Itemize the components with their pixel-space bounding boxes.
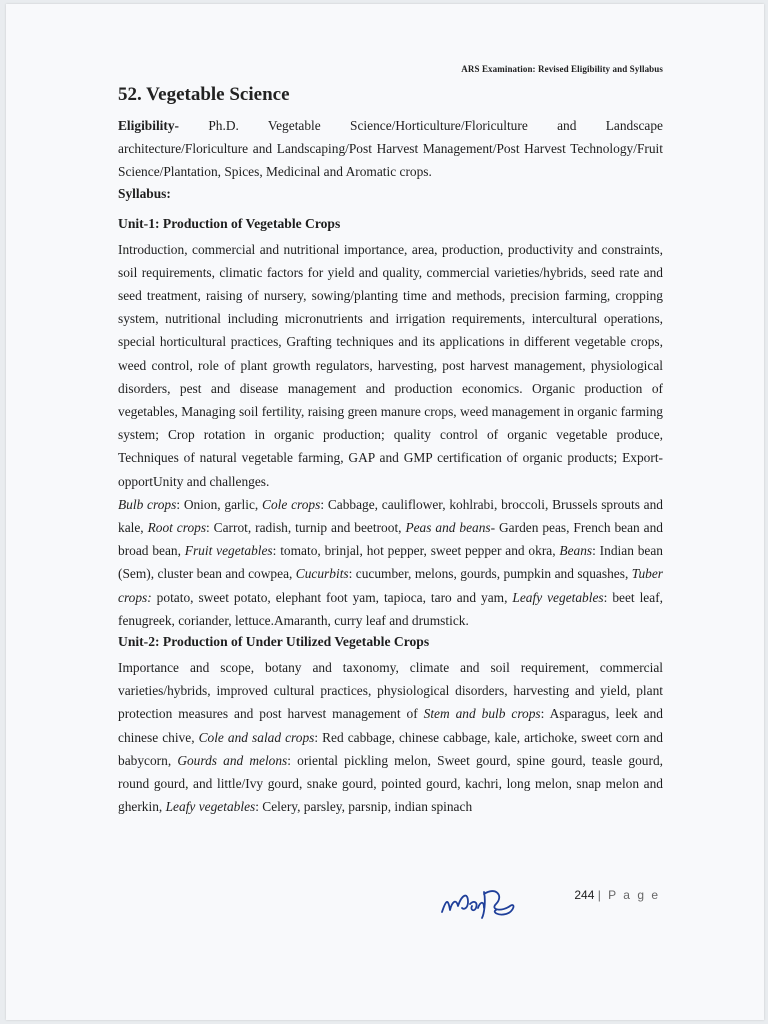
cucurbits-label: Cucurbits	[295, 566, 349, 582]
peas-beans-text: - Garden peas, French bean and broad bean,	[118, 520, 663, 559]
tuber-crops-text: potato, sweet potato, elephant foot yam, tapioca, taro and yam,	[151, 589, 513, 605]
cole-salad-label: Cole and salad crops	[198, 729, 315, 745]
cole-crops-label: Cole crops	[262, 496, 321, 512]
bulb-crops-text: : Onion, garlic,	[176, 496, 263, 512]
unit2-text-4: : oriental pickling melon, Sweet gourd, spine gourd, teasle gourd, round gourd, and little/Ivy gourd, snake gourd, pointed gourd, kachri, long melon, snap melon and gherkin,	[118, 752, 663, 815]
unit1-crops-paragraph	[118, 493, 663, 632]
leafy-vegetables-label: Leafy vegetables	[512, 589, 604, 605]
unit2-text-5: : Celery, parsley, parsnip, indian spinach	[255, 799, 473, 815]
gourds-melons-label: Gourds and melons	[177, 752, 288, 768]
eligibility-text: Ph.D. Vegetable Science/Horticulture/Floriculture and Landscape architecture/Floriculture and Landscaping/Post Harvest Management/Post Harvest Technology/Fruit Science/Plantation, Spices, Medicinal and Aromatic crops.	[118, 118, 663, 180]
page-number-value: 244	[574, 888, 595, 902]
page-number	[574, 888, 660, 902]
unit1-heading: Unit-1: Production of Vegetable Crops	[118, 215, 341, 231]
unit2-paragraph	[118, 656, 663, 818]
bulb-crops-label: Bulb crops	[118, 496, 177, 512]
tuber-crops-label: Tuber crops:	[118, 566, 663, 605]
page-content	[118, 64, 663, 818]
unit2-text-3: : Red cabbage, chinese cabbage, kale, artichoke, sweet corn and babycorn,	[118, 729, 663, 768]
peas-beans-label: Peas and beans	[405, 520, 491, 536]
beans-label: Beans	[559, 543, 593, 559]
unit2-text-2: : Asparagus, leek and chinese chive,	[118, 706, 663, 745]
page-label: | P a g e	[597, 888, 660, 902]
unit2-heading: Unit-2: Production of Under Utilized Vegetable Crops	[118, 634, 430, 650]
fruit-vegetables-label: Fruit vegetables	[184, 543, 273, 559]
leafy-vegetables-text: : beet leaf, fenugreek, coriander, lettuce.Amaranth, curry leaf and drumstick.	[118, 589, 663, 628]
beans-text: : Indian bean (Sem), cluster bean and cowpea,	[118, 543, 664, 582]
cucurbits-text: : cucumber, melons, gourds, pumpkin and squashes,	[348, 566, 632, 582]
unit2-text-1: Importance and scope, botany and taxonomy, climate and soil requirement, commercial varieties/hybrids, improved cultural practices, physiological disorders, harvesting and yield, plant protection measures and post harvest management of	[118, 660, 663, 722]
page-footer	[426, 880, 666, 926]
root-crops-label: Root crops	[147, 520, 207, 536]
running-header: ARS Examination: Revised Eligibility and Syllabus	[461, 64, 663, 74]
root-crops-text: : Carrot, radish, turnip and beetroot,	[206, 520, 406, 536]
unit1-paragraph: Introduction, commercial and nutritional importance, area, production, productivity and constraints, soil requirements, climatic factors for yield and quality, commercial varieties/hybrids, seed rate and seed treatment, raising of nursery, sowing/planting time and methods, precision farming, cropping system, nutritional including micronutrients and irrigation requirements, intercultural operations, special horticultural practices, Grafting techniques and its applications in different vegetable crops, weed control, role of plant growth regulators, harvesting, post harvest management, physiological disorders, pest and disease management and production economics. Organic production of vegetables, Managing soil fertility, raising green manure crops, weed management in organic farming system; Crop rotation in organic production; quality control of organic vegetable produce, Techniques of natural vegetable farming, GAP and GMP certification of organic products; Export-opportUnity and challenges.	[118, 241, 663, 489]
eligibility-label: Eligibility-	[118, 118, 180, 133]
cole-crops-text: : Cabbage, cauliflower, kohlrabi, broccoli, Brussels sprouts and kale,	[118, 496, 664, 536]
document-page	[6, 4, 764, 1020]
eligibility-paragraph	[118, 114, 663, 184]
syllabus-label: Syllabus:	[118, 185, 171, 201]
fruit-vegetables-text: : tomato, brinjal, hot pepper, sweet pepper and okra,	[272, 543, 560, 559]
section-title: 52. Vegetable Science	[118, 84, 290, 105]
signature-icon	[438, 882, 548, 924]
stem-bulb-label: Stem and bulb crops	[423, 706, 541, 722]
unit2-leafy-label: Leafy vegetables	[165, 799, 256, 815]
